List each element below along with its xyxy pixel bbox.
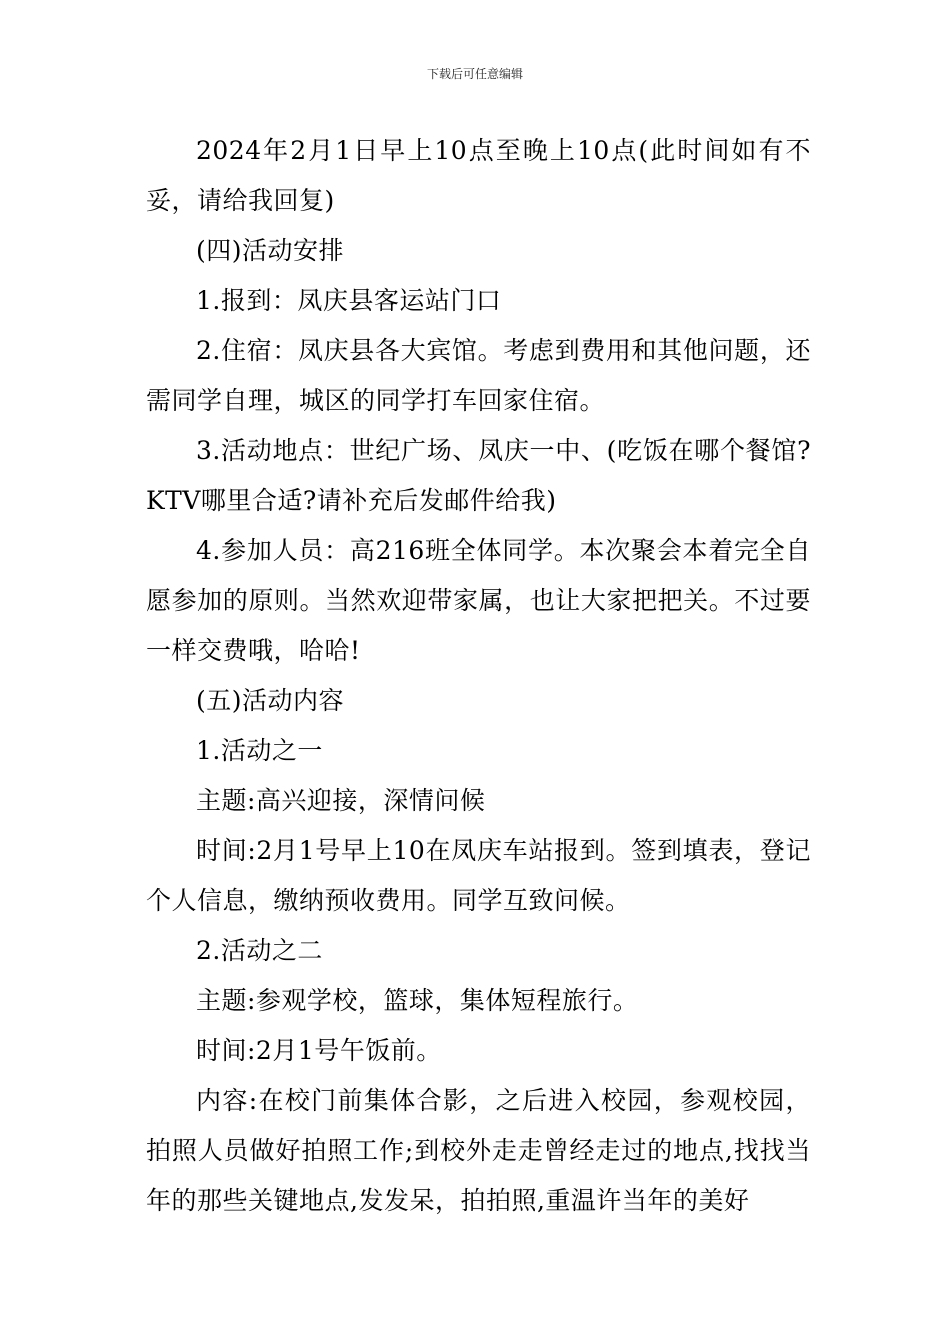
activity-two-time: 时间:2月1号午饭前。 [196,1036,442,1065]
paragraph-participants: 4.参加人员：高216班全体同学。本次聚会本着完全自愿参加的原则。当然欢迎带家属，也让大家把把关。不过要一样交费哦，哈哈! [146,536,811,665]
activity-two-content: 内容:在校门前集体合影，之后进入校园，参观校园，拍照人员做好拍照工作;到校外走走曾经走过的地点,找找当年的那些关键地点,发发呆，拍拍照,重温许当年的美好 [146,1086,811,1215]
activity-two-heading: 2.活动之二 [196,936,323,965]
activity-one-theme: 主题:高兴迎接，深情问候 [196,786,486,815]
paragraph-checkin: 1.报到：凤庆县客运站门口 [196,286,502,315]
activity-one-heading: 1.活动之一 [196,736,323,765]
activity-one-time: 时间:2月1号早上10在凤庆车站报到。签到填表，登记个人信息，缴纳预收费用。同学互致问候。 [146,836,811,915]
section-heading-arrangement: (四)活动安排 [196,236,345,265]
activity-two-theme: 主题:参观学校，篮球，集体短程旅行。 [196,986,639,1015]
section-heading-content: (五)活动内容 [196,686,345,715]
document-body [146,126,811,1226]
paragraph-location: 3.活动地点：世纪广场、凤庆一中、(吃饭在哪个餐馆?KTV哪里合适?请补充后发邮件给我) [146,436,811,515]
paragraph-time: 2024年2月1日早上10点至晚上10点(此时间如有不妥，请给我回复) [146,136,811,215]
header-note: 下载后可任意编辑 [426,67,523,81]
paragraph-lodging: 2.住宿：凤庆县各大宾馆。考虑到费用和其他问题，还需同学自理，城区的同学打车回家住宿。 [146,336,811,415]
